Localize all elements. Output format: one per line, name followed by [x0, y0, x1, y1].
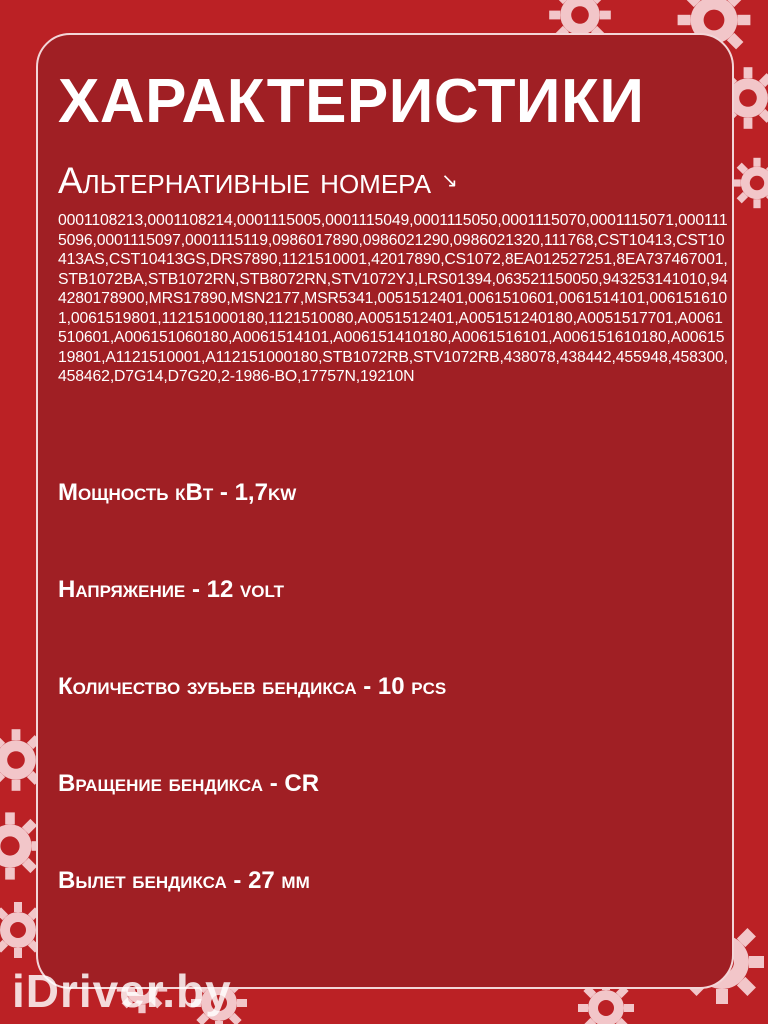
spec-projection: Вылет бендикса - 27 мм [58, 867, 310, 894]
spec-voltage: Напряжение - 12 volt [58, 576, 285, 603]
spec-power: Мощность кВт - 1,7kw [58, 479, 297, 506]
alternative-numbers-label: Альтернативные номера [58, 160, 432, 201]
alternative-numbers-heading [58, 158, 458, 206]
spec-teeth-count: Количество зубьев бендикса - 10 pcs [58, 673, 447, 700]
watermark: iDriver.by [12, 965, 232, 1017]
alternative-numbers-list: 0001108213,0001108214,0001115005,0001115049,0001115050,0001115070,0001115071,0001115096,0001115097,0001115119,0986017890,0986021290,0986021320,111768,CST10413,CST10413AS,CST10413GS,DRS7890,1121510001,42017890,CS1072,8EA012527251,8EA737467001,STB1072BA,STB1072RN,STB8072RN,STV1072YJ,LRS01394,063521150050,943253141010,944280178900,MRS17890,MSN2177,MSR5341,0051512401,0061510601,0061514101,0061516101,0061519801,112151000180,1121510080,A0051512401,A005151240180,A0051517701,A0061510601,A006151060180,A0061514101,A006151410180,A0061516101,A006151610180,A0061519801,A1121510001,A112151000180,STB1072RB,STV1072RB,438078,438442,455948,458300,458462,D7G14,D7G20,2-1986-BO,17757N,19210N [58, 212, 728, 385]
page-title: ХАРАКТЕРИСТИКИ [58, 67, 645, 136]
arrow-down-right-icon: ↘ [441, 170, 458, 193]
spec-rotation: Вращение бендикса - CR [58, 770, 320, 797]
